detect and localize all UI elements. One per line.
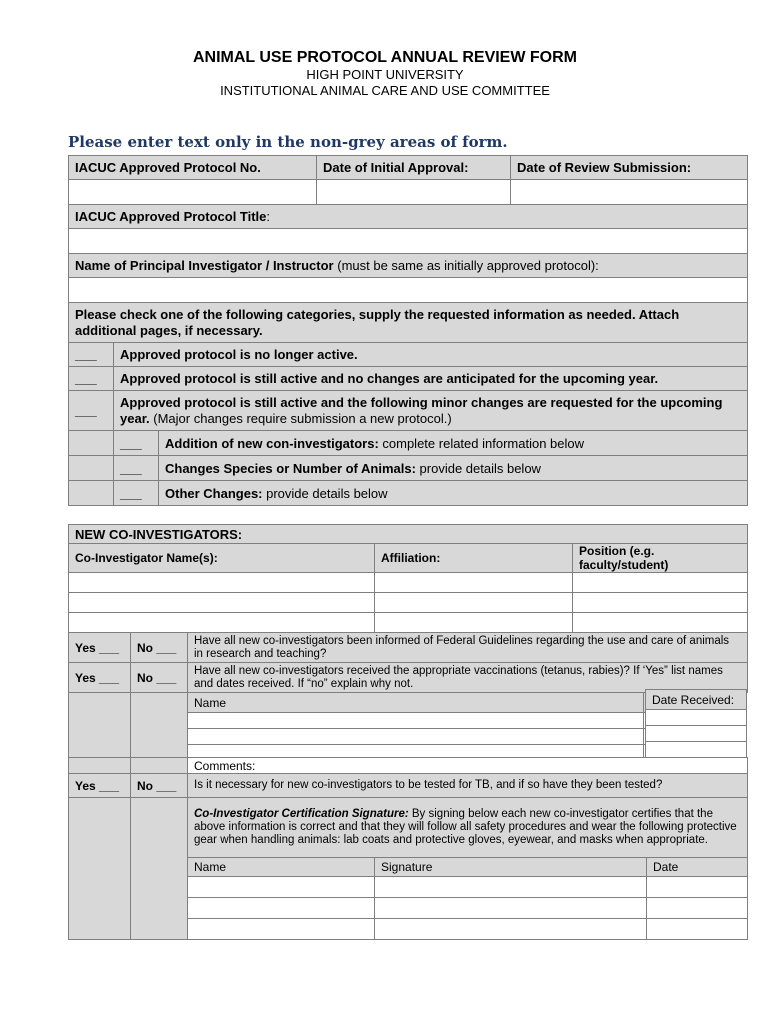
university-name: HIGH POINT UNIVERSITY xyxy=(306,67,464,82)
q3-no[interactable]: No ___ xyxy=(131,774,188,798)
initial-approval-label: Date of Initial Approval: xyxy=(317,156,511,180)
q2-yes[interactable]: Yes ___ xyxy=(69,663,131,693)
initial-approval-field[interactable] xyxy=(317,180,511,205)
q2-text: Have all new co-investigators received the appropriate vaccinations (tetanus, rabies)? If ‘Yes” list names and dates received. If “no” explain why not. xyxy=(188,663,748,693)
q2-spacer xyxy=(131,693,188,761)
sig-signature-field[interactable] xyxy=(375,877,647,898)
pi-label: Name of Principal Investigator / Instructor xyxy=(75,258,334,273)
coinv-affiliation-field[interactable] xyxy=(375,593,573,613)
q1-no[interactable]: No ___ xyxy=(131,633,188,663)
protocol-no-label: IACUC Approved Protocol No. xyxy=(69,156,317,180)
q3-yes[interactable]: Yes ___ xyxy=(69,774,131,798)
cert-label: Co-Investigator Certification Signature: xyxy=(194,808,409,820)
sub1-label: Addition of new con-investigators: xyxy=(165,435,379,451)
coinv-position-field[interactable] xyxy=(573,613,748,633)
sub1-checkbox[interactable]: ___ xyxy=(114,431,159,456)
protocol-no-field[interactable] xyxy=(69,180,317,205)
form-title: ANIMAL USE PROTOCOL ANNUAL REVIEW FORM xyxy=(192,49,577,66)
sig-signature-field[interactable] xyxy=(375,919,647,940)
cert-text-cell xyxy=(188,798,748,858)
q2-spacer xyxy=(69,693,131,761)
coinv-lower-table xyxy=(68,757,748,940)
sig-name-field[interactable] xyxy=(188,919,375,940)
coinv-position-field[interactable] xyxy=(573,573,748,593)
cert-spacer xyxy=(69,798,131,940)
vaccine-col-date: Date Received: xyxy=(646,690,747,710)
sub-spacer xyxy=(69,431,114,456)
sig-date-field[interactable] xyxy=(647,919,748,940)
vaccine-date-field[interactable] xyxy=(646,742,747,758)
option2-label: Approved protocol is still active and no changes are anticipated for the upcoming year. xyxy=(114,367,748,391)
option3-checkbox[interactable]: ___ xyxy=(69,391,114,431)
sub2-label-cell xyxy=(159,456,748,481)
pi-field[interactable] xyxy=(69,278,748,303)
sub-spacer xyxy=(69,456,114,481)
sig-col-date: Date xyxy=(647,858,748,877)
sig-date-field[interactable] xyxy=(647,877,748,898)
form-instruction: Please enter text only in the non-grey areas of form. xyxy=(68,133,508,151)
vaccine-date-table xyxy=(645,689,747,758)
q1-yes[interactable]: Yes ___ xyxy=(69,633,131,663)
option1-checkbox[interactable]: ___ xyxy=(69,343,114,367)
coinv-position-field[interactable] xyxy=(573,593,748,613)
sub3-label-cell xyxy=(159,481,748,506)
q3-text: Is it necessary for new co-investigators to be tested for TB, and if so have they been tested? xyxy=(188,774,748,798)
q1-text: Have all new co-investigators been informed of Federal Guidelines regarding the use and care of animals in research and teaching? xyxy=(188,633,748,663)
sig-col-name: Name xyxy=(188,858,375,877)
sub3-checkbox[interactable]: ___ xyxy=(114,481,159,506)
sub2-note: provide details below xyxy=(415,460,541,476)
vaccine-col-name: Name xyxy=(188,693,644,713)
pi-label-cell xyxy=(69,254,748,278)
sig-name-field[interactable] xyxy=(188,898,375,919)
coinv-col-position: Position (e.g. faculty/student) xyxy=(573,544,748,573)
coinv-col-name: Co-Investigator Name(s): xyxy=(69,544,375,573)
comments-spacer xyxy=(131,758,188,774)
option1-label: Approved protocol is no longer active. xyxy=(114,343,748,367)
cert-spacer xyxy=(131,798,188,940)
sig-col-signature: Signature xyxy=(375,858,647,877)
comments-spacer xyxy=(69,758,131,774)
sub-spacer xyxy=(69,481,114,506)
vaccine-name-field[interactable] xyxy=(188,713,644,729)
coinv-affiliation-field[interactable] xyxy=(375,613,573,633)
sub3-note: provide details below xyxy=(262,485,388,501)
protocol-title-label-cell xyxy=(69,205,748,229)
coinv-name-field[interactable] xyxy=(69,613,375,633)
protocol-title-colon: : xyxy=(266,209,271,224)
sub1-note: complete related information below xyxy=(378,435,585,451)
sig-name-field[interactable] xyxy=(188,877,375,898)
protocol-title-label: IACUC Approved Protocol Title xyxy=(75,209,267,224)
categories-instruction: Please check one of the following categories, supply the requested information as needed. Attach additional pages, if necessary. xyxy=(69,303,748,343)
option2-checkbox[interactable]: ___ xyxy=(69,367,114,391)
sub3-label: Other Changes: xyxy=(165,485,263,501)
review-submission-label: Date of Review Submission: xyxy=(511,156,748,180)
option3-label: Approved protocol is still active and the following minor changes are requested for the upcoming year. xyxy=(120,394,723,426)
coinv-name-field[interactable] xyxy=(69,593,375,613)
option3-label-cell xyxy=(114,391,748,431)
coinv-col-affiliation: Affiliation: xyxy=(375,544,573,573)
coinv-section-title: NEW CO-INVESTIGATORS: xyxy=(69,525,748,544)
coinv-name-field[interactable] xyxy=(69,573,375,593)
q2-no[interactable]: No ___ xyxy=(131,663,188,693)
vaccine-name-field[interactable] xyxy=(188,729,644,745)
comments-field[interactable]: Comments: xyxy=(188,758,748,774)
option3-note: (Major changes require submission a new protocol.) xyxy=(149,410,452,426)
protocol-title-field[interactable] xyxy=(69,229,748,254)
sub1-label-cell xyxy=(159,431,748,456)
vaccine-date-field[interactable] xyxy=(646,710,747,726)
cert-text: By signing below each new co-investigator certifies that the above information is correct and that they will follow all safety procedures and wear the following protective gear when handling animals: lab coats and protective gloves, eyewear, and masks when appropriate. xyxy=(194,808,737,846)
committee-name: INSTITUTIONAL ANIMAL CARE AND USE COMMITTEE xyxy=(220,83,550,98)
protocol-table xyxy=(68,155,748,506)
review-submission-field[interactable] xyxy=(511,180,748,205)
sig-date-field[interactable] xyxy=(647,898,748,919)
sig-signature-field[interactable] xyxy=(375,898,647,919)
sub2-label: Changes Species or Number of Animals: xyxy=(165,460,416,476)
form-header xyxy=(0,48,770,99)
coinv-affiliation-field[interactable] xyxy=(375,573,573,593)
pi-note: (must be same as initially approved protocol): xyxy=(333,258,599,273)
sub2-checkbox[interactable]: ___ xyxy=(114,456,159,481)
vaccine-date-field[interactable] xyxy=(646,726,747,742)
